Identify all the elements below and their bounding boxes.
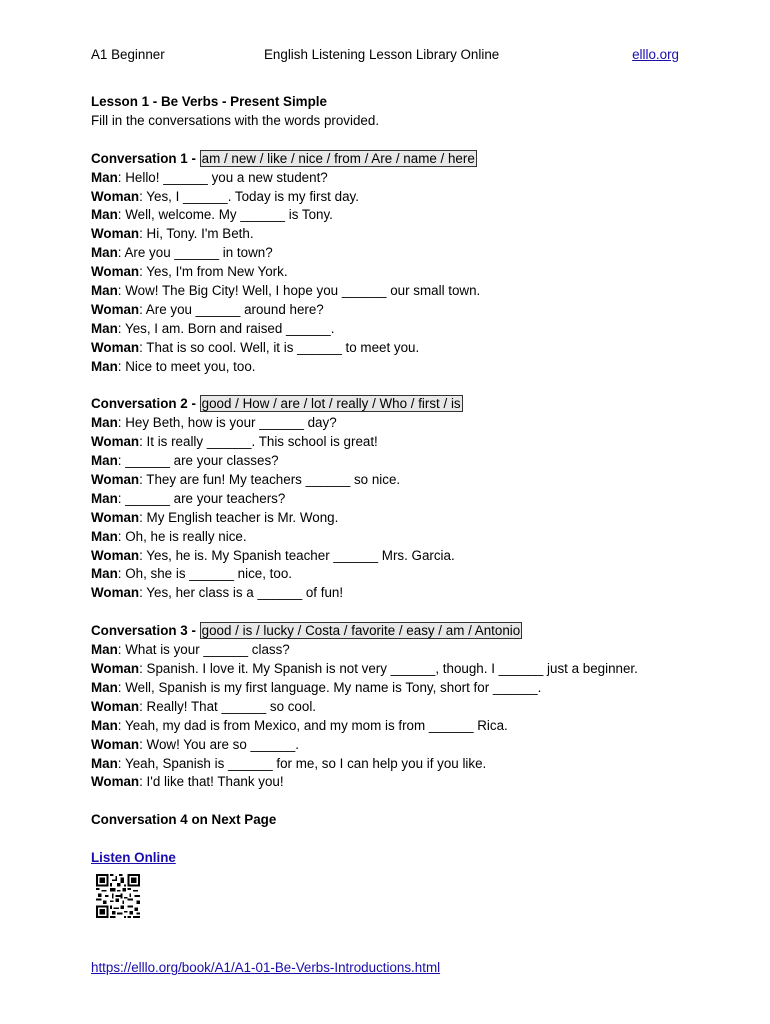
speaker-label: Man (91, 453, 118, 469)
conversations (91, 150, 691, 812)
dialogue-text: : Hi, Tony. I'm Beth. (139, 226, 254, 242)
lesson-title: Lesson 1 - Be Verbs - Present Simple (91, 94, 327, 109)
dialogue-line (91, 414, 691, 433)
speaker-label: Woman (91, 661, 140, 677)
speaker-label: Woman (91, 774, 140, 790)
conversation-1 (91, 150, 691, 396)
instructions: Fill in the conversations with the words provided. (91, 112, 380, 128)
dialogue-text: : Wow! You are so ______. (139, 736, 299, 752)
dialogue-text: : Hello! ______ you a new student? (117, 169, 328, 185)
conversation-title: Conversation 3 - (91, 623, 200, 639)
dialogue-text: : That is so cool. Well, it is ______ to meet you. (139, 339, 420, 355)
speaker-label: Man (91, 679, 118, 695)
dialogue-line (91, 773, 691, 792)
speaker-label: Woman (91, 264, 140, 280)
worksheet (91, 93, 691, 868)
dialogue-line (91, 509, 691, 528)
speaker-label: Woman (91, 736, 140, 752)
dialogue-text: : Are you ______ around here? (139, 301, 324, 317)
dialogue-text: : Nice to meet you, too. (117, 358, 256, 374)
speaker-label: Man (91, 320, 118, 336)
speaker-label: Woman (91, 339, 140, 355)
dialogue-line (91, 528, 691, 547)
dialogue-text: : Are you ______ in town? (117, 245, 273, 261)
word-bank: good / How / are / lot / really / Who / first / is (201, 396, 461, 412)
dialogue-text: : Yes, her class is a ______ of fun! (139, 585, 344, 601)
dialogue-line (91, 225, 691, 244)
dialogue-line (91, 263, 691, 282)
dialogue-text: : Wow! The Big City! Well, I hope you ______ our small town. (117, 283, 481, 299)
speaker-label: Woman (91, 698, 140, 714)
dialogue-text: : Hey Beth, how is your ______ day? (117, 415, 337, 431)
dialogue-text: : It is really ______. This school is great! (139, 434, 378, 450)
dialogue-line (91, 471, 691, 490)
dialogue-text: : Yes, I ______. Today is my first day. (139, 188, 359, 204)
dialogue-text: : My English teacher is Mr. Wong. (139, 509, 339, 525)
dialogue-line (91, 188, 691, 207)
dialogue-text: : What is your ______ class? (117, 642, 290, 658)
dialogue-text: : Yes, I'm from New York. (139, 264, 288, 280)
speaker-label: Man (91, 415, 118, 431)
dialogue-text: : Really! That ______ so cool. (139, 698, 317, 714)
dialogue-line (91, 206, 691, 225)
speaker-label: Woman (91, 434, 140, 450)
dialogue-line (91, 320, 691, 339)
dialogue-line (91, 169, 691, 188)
speaker-label: Man (91, 490, 118, 506)
dialogue-text: : Oh, he is really nice. (117, 528, 247, 544)
speaker-label: Woman (91, 547, 140, 563)
speaker-label: Man (91, 207, 118, 223)
speaker-label: Man (91, 169, 118, 185)
dialogue-text: : Yeah, my dad is from Mexico, and my mom is from ______ Rica. (117, 717, 508, 733)
dialogue-text: : ______ are your classes? (117, 453, 279, 469)
listen-online-link[interactable]: Listen Online (91, 850, 176, 866)
dialogue-line (91, 584, 691, 603)
conversation-title: Conversation 1 - (91, 150, 200, 166)
speaker-label: Man (91, 283, 118, 299)
dialogue-text: : ______ are your teachers? (117, 490, 286, 506)
dialogue-text: : I'd like that! Thank you! (139, 774, 284, 790)
speaker-label: Woman (91, 509, 140, 525)
dialogue-text: : Well, Spanish is my first language. My name is Tony, short for ______. (117, 679, 542, 695)
conversation-heading (91, 150, 691, 169)
dialogue-line (91, 358, 691, 377)
dialogue-line (91, 755, 691, 774)
dialogue-line (91, 679, 691, 698)
dialogue-line (91, 565, 691, 584)
dialogue-text: : Yes, I am. Born and raised ______. (117, 320, 335, 336)
speaker-label: Woman (91, 188, 140, 204)
page-header (0, 47, 770, 65)
dialogue-line (91, 641, 691, 660)
speaker-label: Woman (91, 226, 140, 242)
qr-code (96, 874, 140, 918)
speaker-label: Man (91, 566, 118, 582)
dialogue-line (91, 490, 691, 509)
dialogue-line (91, 282, 691, 301)
conversation-heading (91, 395, 691, 414)
dialogue-text: : Yes, he is. My Spanish teacher ______ Mrs. Garcia. (139, 547, 455, 563)
dialogue-text: : Yeah, Spanish is ______ for me, so I can help you if you like. (117, 755, 487, 771)
dialogue-text: : Well, welcome. My ______ is Tony. (117, 207, 333, 223)
dialogue-line (91, 547, 691, 566)
dialogue-line (91, 452, 691, 471)
dialogue-line (91, 433, 691, 452)
speaker-label: Woman (91, 301, 140, 317)
word-bank: good / is / lucky / Costa / favorite / easy / am / Antonio (201, 623, 521, 639)
dialogue-line (91, 244, 691, 263)
speaker-label: Woman (91, 585, 140, 601)
dialogue-line (91, 736, 691, 755)
dialogue-text: : Spanish. I love it. My Spanish is not very ______, though. I ______ just a beginner. (139, 661, 638, 677)
dialogue-text: : Oh, she is ______ nice, too. (117, 566, 292, 582)
dialogue-line (91, 301, 691, 320)
speaker-label: Man (91, 755, 118, 771)
dialogue-line (91, 660, 691, 679)
speaker-label: Woman (91, 472, 140, 488)
conversation-title: Conversation 2 - (91, 396, 200, 412)
speaker-label: Man (91, 642, 118, 658)
conversation-2 (91, 395, 691, 622)
dialogue-line (91, 698, 691, 717)
library-title: English Listening Lesson Library Online (264, 47, 500, 62)
dialogue-line (91, 339, 691, 358)
dialogue-text: : They are fun! My teachers ______ so nice. (139, 472, 401, 488)
lesson-url[interactable]: https://elllo.org/book/A1/A1-01-Be-Verbs-Introductions.html (91, 960, 441, 975)
next-page-note: Conversation 4 on Next Page (91, 812, 277, 828)
conversation-heading (91, 622, 691, 641)
site-link[interactable]: elllo.org (632, 47, 679, 62)
dialogue-line (91, 717, 691, 736)
speaker-label: Man (91, 358, 118, 374)
level-label: A1 Beginner (91, 47, 165, 62)
speaker-label: Man (91, 528, 118, 544)
speaker-label: Man (91, 717, 118, 733)
word-bank: am / new / like / nice / from / Are / name / here (201, 150, 475, 166)
conversation-3 (91, 622, 691, 811)
speaker-label: Man (91, 245, 118, 261)
